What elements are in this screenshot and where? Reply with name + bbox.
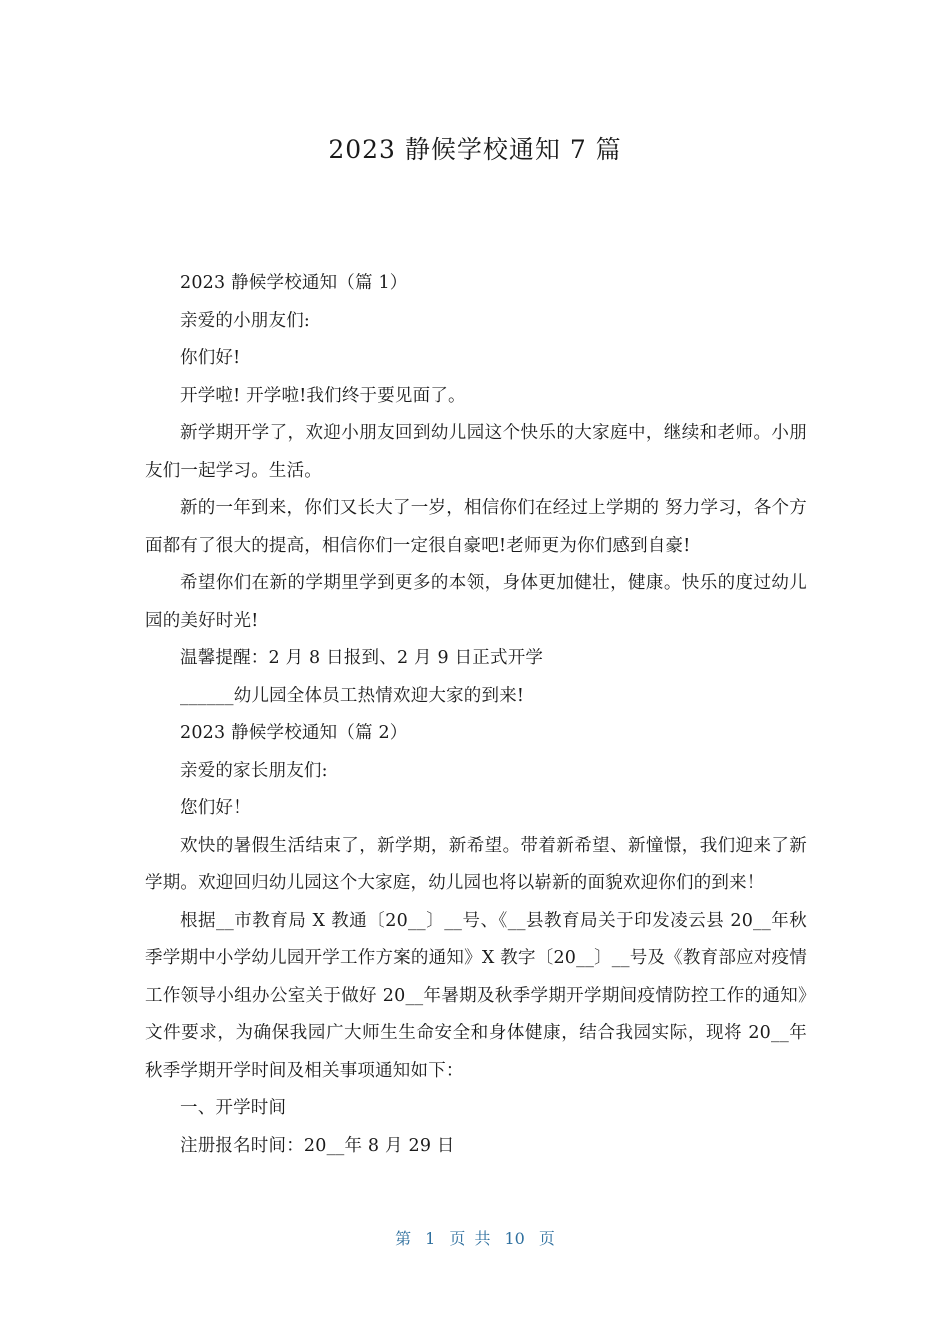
paragraph: 欢快的暑假生活结束了，新学期，新希望。带着新希望、新憧憬，我们迎来了新学期。欢迎回归幼儿园这个大家庭，幼儿园也将以崭新的面貌欢迎你们的到来！ [145,835,807,893]
paragraph: ______幼儿园全体员工热情欢迎大家的到来! [180,685,525,706]
current-page-number: 1 [425,1229,436,1248]
total-pages-number: 10 [504,1229,525,1248]
paragraph: 您们好！ [180,798,251,818]
page-label-suffix: 页 [538,1229,555,1248]
paragraph: 希望你们在新的学期里学到更多的本领，身体更加健壮，健康。快乐的度过幼儿园的美好时光! [145,573,807,631]
paragraph: 一、开学时间 [180,1098,287,1118]
paragraph: 亲爱的小朋友们: [180,310,310,331]
paragraph: 你们好! [180,348,241,368]
paragraph: 2023 静候学校通知（篇 1） [180,273,408,293]
paragraph: 2023 静候学校通知（篇 2） [180,723,408,743]
page-footer [0,1226,950,1249]
paragraph: 开学啦! 开学啦!我们终于要见面了。 [180,385,466,406]
paragraph: 温馨提醒：2 月 8 日报到、2 月 9 日正式开学 [180,648,544,668]
paragraph: 亲爱的家长朋友们: [180,760,328,781]
paragraph: 新学期开学了，欢迎小朋友回到幼儿园这个快乐的大家庭中，继续和老师。小朋友们一起学习。生活。 [145,423,807,481]
document-title: 2023 静候学校通知 7 篇 [328,135,622,164]
page-label-mid: 页 共 [449,1229,491,1248]
paragraph: 新的一年到来，你们又长大了一岁，相信你们在经过上学期的 努力学习，各个方面都有了很大的提高，相信你们一定很自豪吧!老师更为你们感到自豪! [145,498,807,556]
paragraph: 注册报名时间：20__年 8 月 29 日 [180,1135,455,1156]
document-body [145,265,807,1165]
paragraph: 根据__市教育局 X 教通〔20__〕__号、《__县教育局关于印发凌云县 20__年秋季学期中小学幼儿园开学工作方案的通知》X 教字〔20__〕__号及《教育部应对疫情工作领导小组办公室关于做好 20__年暑期及秋季学期开学期间疫情防控工作的通知》文件要求，为确保我园广大师生生命安全和身体健康，结合我园实际，现将 20__年秋季学期开学时间及相关事项通知如下： [145,910,807,1081]
page-label-prefix: 第 [395,1229,412,1248]
